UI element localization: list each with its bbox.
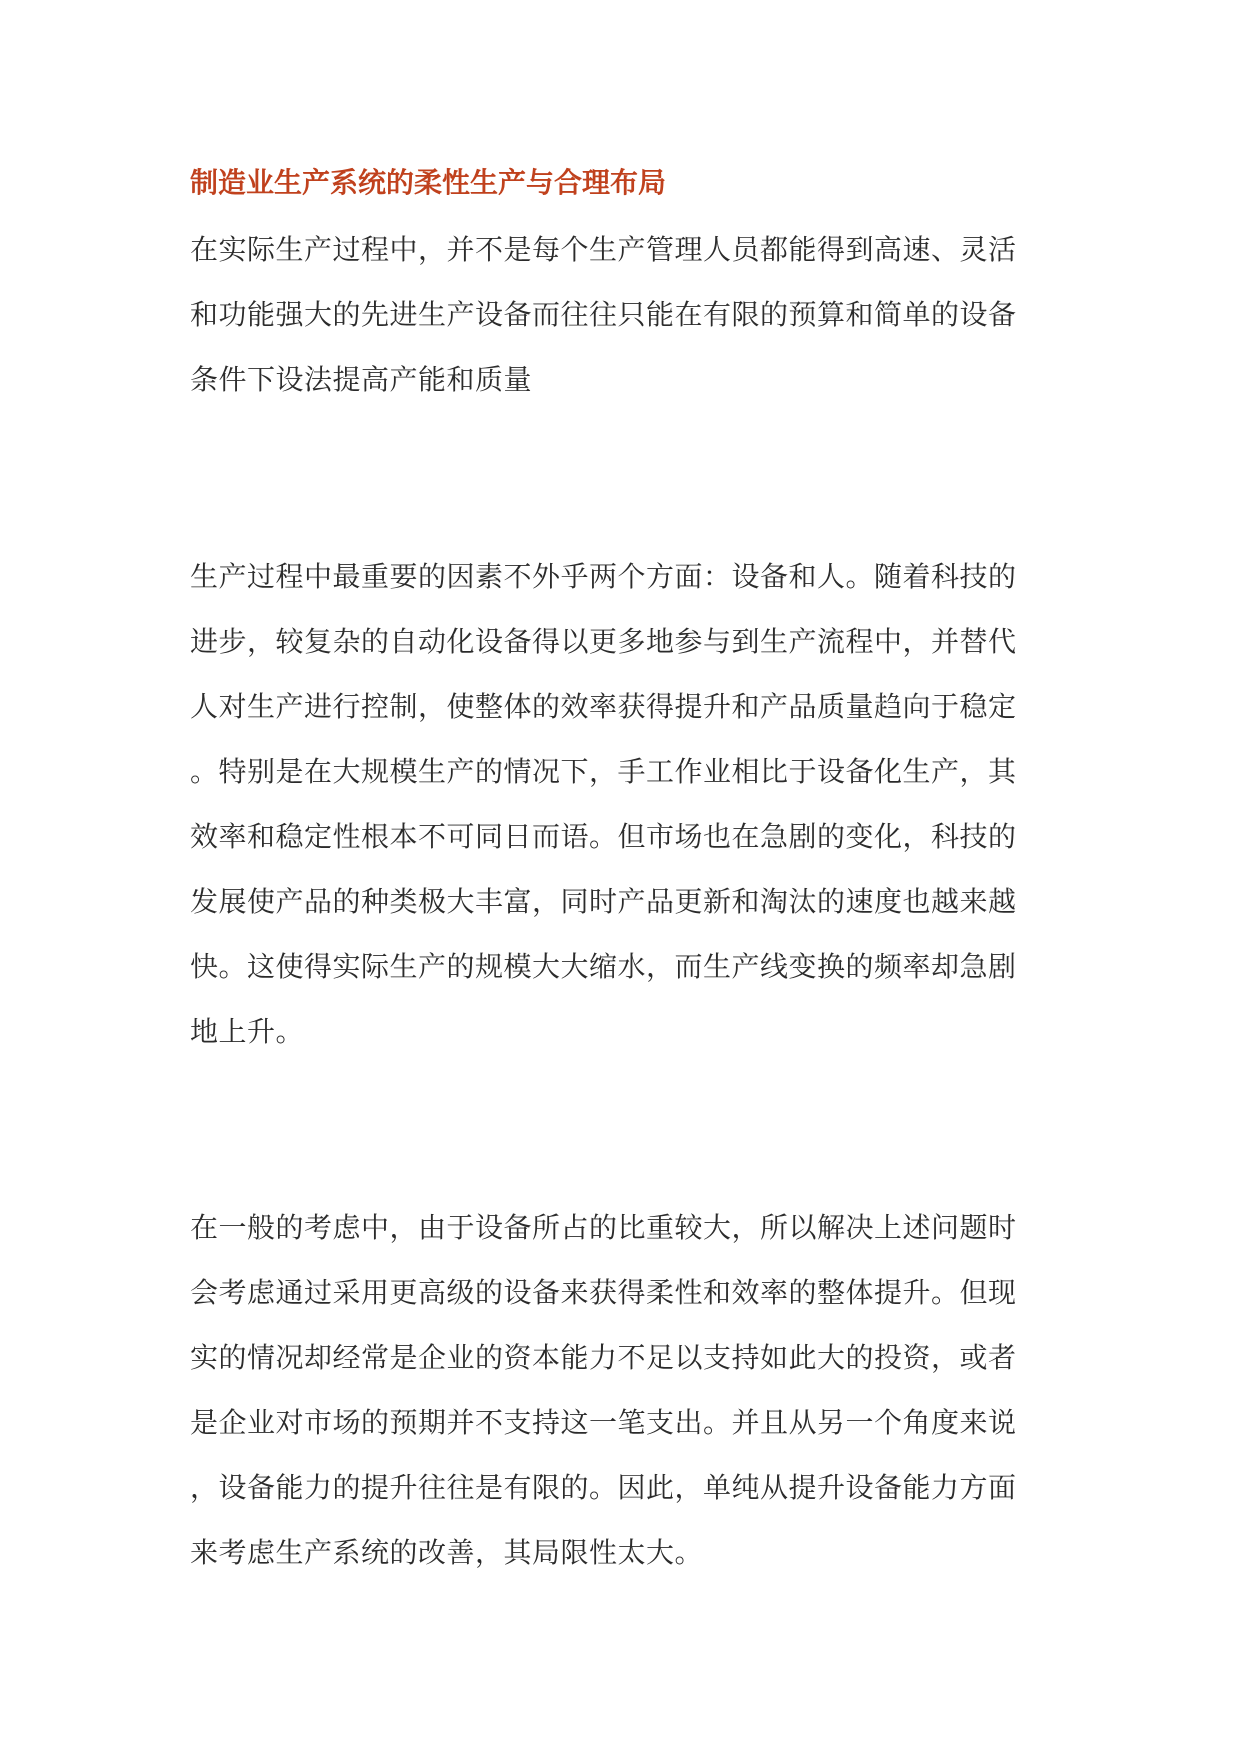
paragraph-line: 会考虑通过采用更高级的设备来获得柔性和效率的整体提升。但现 xyxy=(190,1276,1017,1309)
paragraph-line: 来考虑生产系统的改善，其局限性太大。 xyxy=(190,1536,704,1569)
paragraph-line: 在一般的考虑中，由于设备所占的比重较大，所以解决上述问题时 xyxy=(190,1211,1017,1244)
paragraph-line: 快。这使得实际生产的规模大大缩水，而生产线变换的频率却急剧 xyxy=(190,950,1017,983)
paragraph-line: 效率和稳定性根本不可同日而语。但市场也在急剧的变化，科技的 xyxy=(190,820,1017,853)
paragraph-line: 进步，较复杂的自动化设备得以更多地参与到生产流程中，并替代 xyxy=(190,625,1017,658)
paragraph-3 xyxy=(190,1195,1050,1585)
paragraph-line: 发展使产品的种类极大丰富，同时产品更新和淘汰的速度也越来越 xyxy=(190,885,1017,918)
paragraph-1 xyxy=(190,217,1050,412)
paragraph-line: 地上升。 xyxy=(190,1015,305,1048)
paragraph-line: ，设备能力的提升往往是有限的。因此，单纯从提升设备能力方面 xyxy=(190,1471,1017,1504)
paragraph-line: 条件下设法提高产能和质量 xyxy=(190,363,533,396)
paragraph-line: 是企业对市场的预期并不支持这一笔支出。并且从另一个角度来说 xyxy=(190,1406,1017,1439)
paragraph-line: 人对生产进行控制，使整体的效率获得提升和产品质量趋向于稳定 xyxy=(190,690,1017,723)
document-title: 制造业生产系统的柔性生产与合理布局 xyxy=(190,166,667,199)
paragraph-line: 实的情况却经常是企业的资本能力不足以支持如此大的投资，或者 xyxy=(190,1341,1017,1374)
paragraph-line: 在实际生产过程中，并不是每个生产管理人员都能得到高速、灵活 xyxy=(190,233,1017,266)
paragraph-line: 。特别是在大规模生产的情况下，手工作业相比于设备化生产，其 xyxy=(190,755,1017,788)
paragraph-line: 和功能强大的先进生产设备而往往只能在有限的预算和简单的设备 xyxy=(190,298,1017,331)
paragraph-2 xyxy=(190,544,1050,1064)
paragraph-line: 生产过程中最重要的因素不外乎两个方面：设备和人。随着科技的 xyxy=(190,560,1017,593)
